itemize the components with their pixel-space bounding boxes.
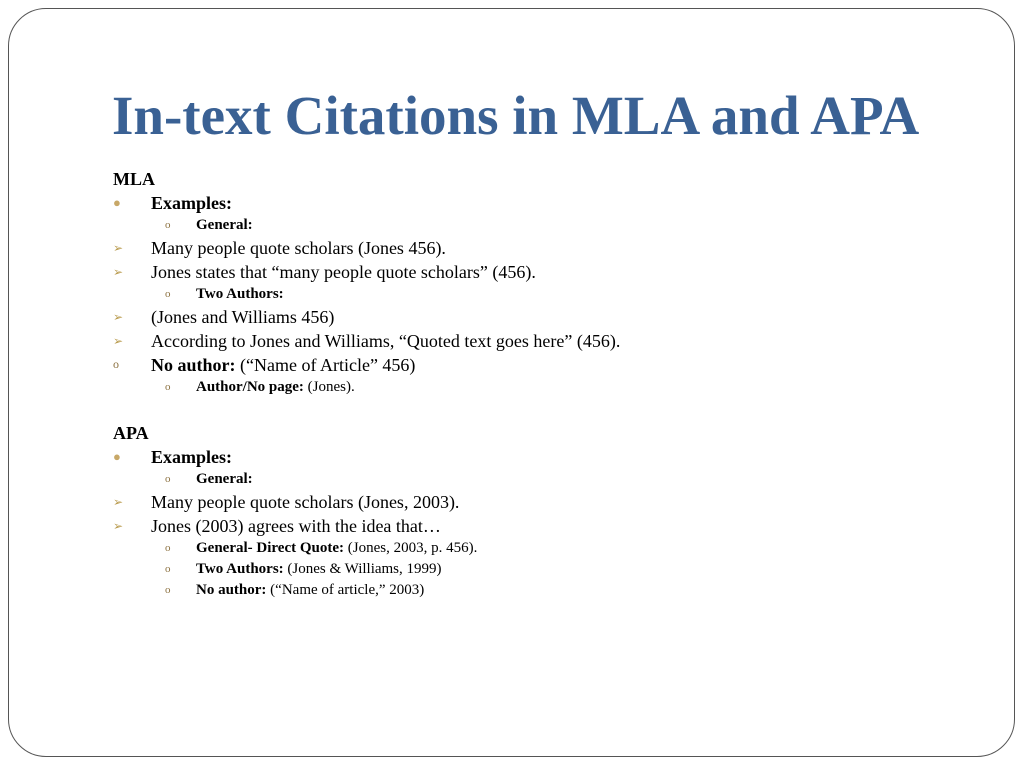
apa-no-author-item (113, 580, 993, 601)
mla-no-author-label: No author: (151, 355, 236, 375)
circle-bullet-icon: o (165, 563, 171, 575)
apa-direct-quote-item (113, 538, 993, 559)
mla-two-authors-example-1-text: (Jones and Williams 456) (151, 307, 335, 327)
circle-bullet-icon: o (165, 288, 171, 300)
mla-two-authors-example-2-text: According to Jones and Williams, “Quoted text goes here” (456). (151, 331, 621, 351)
mla-no-author-item (113, 353, 993, 377)
mla-two-authors-example-1 (113, 305, 993, 329)
mla-two-authors-example-2 (113, 329, 993, 353)
slide-content (113, 168, 993, 601)
mla-heading: MLA (113, 169, 155, 189)
apa-general-example-1-text: Many people quote scholars (Jones, 2003). (151, 492, 460, 512)
mla-examples-item (113, 191, 993, 215)
circle-bullet-icon: o (165, 473, 171, 485)
arrow-bullet-icon: ➢ (113, 334, 124, 348)
apa-direct-quote-text: (Jones, 2003, p. 456). (344, 540, 478, 556)
mla-general-item (113, 215, 993, 236)
mla-general-label: General: (196, 217, 253, 233)
circle-bullet-icon: o (165, 584, 171, 596)
apa-examples-item (113, 445, 993, 469)
mla-general-example-2-text: Jones states that “many people quote scholars” (456). (151, 262, 536, 282)
dot-bullet-icon: ● (113, 195, 121, 210)
apa-general-example-2-text: Jones (2003) agrees with the idea that… (151, 516, 441, 536)
apa-general-example-1 (113, 490, 993, 514)
apa-no-author-text: (“Name of article,” 2003) (266, 582, 425, 598)
arrow-bullet-icon: ➢ (113, 265, 124, 279)
arrow-bullet-icon: ➢ (113, 310, 124, 324)
mla-examples-label: Examples: (151, 193, 232, 213)
mla-author-no-page-label: Author/No page: (196, 379, 304, 395)
apa-two-authors-item (113, 559, 993, 580)
mla-author-no-page-text: (Jones). (303, 379, 355, 395)
apa-general-label: General: (196, 471, 253, 487)
arrow-bullet-icon: ➢ (113, 241, 124, 255)
mla-author-no-page-item (113, 377, 993, 398)
slide-title: In-text Citations in MLA and APA (112, 85, 920, 146)
arrow-bullet-icon: ➢ (113, 495, 124, 509)
arrow-bullet-icon: ➢ (113, 519, 124, 533)
circle-bullet-icon: o (113, 357, 119, 371)
apa-general-example-2 (113, 514, 993, 538)
circle-bullet-icon: o (165, 219, 171, 231)
circle-bullet-icon: o (165, 542, 171, 554)
mla-no-author-text: (“Name of Article” 456) (235, 355, 416, 375)
mla-two-authors-item (113, 284, 993, 305)
dot-bullet-icon: ● (113, 449, 121, 464)
apa-general-item (113, 469, 993, 490)
apa-no-author-label: No author: (196, 582, 267, 598)
circle-bullet-icon: o (165, 381, 171, 393)
apa-two-authors-label: Two Authors: (196, 561, 284, 577)
mla-general-example-1 (113, 236, 993, 260)
apa-heading: APA (113, 423, 149, 443)
apa-examples-label: Examples: (151, 447, 232, 467)
mla-general-example-1-text: Many people quote scholars (Jones 456). (151, 238, 446, 258)
mla-general-example-2 (113, 260, 993, 284)
mla-two-authors-label: Two Authors: (196, 286, 284, 302)
section-spacer (113, 398, 993, 422)
apa-two-authors-text: (Jones & Williams, 1999) (283, 561, 442, 577)
apa-direct-quote-label: General- Direct Quote: (196, 540, 345, 556)
